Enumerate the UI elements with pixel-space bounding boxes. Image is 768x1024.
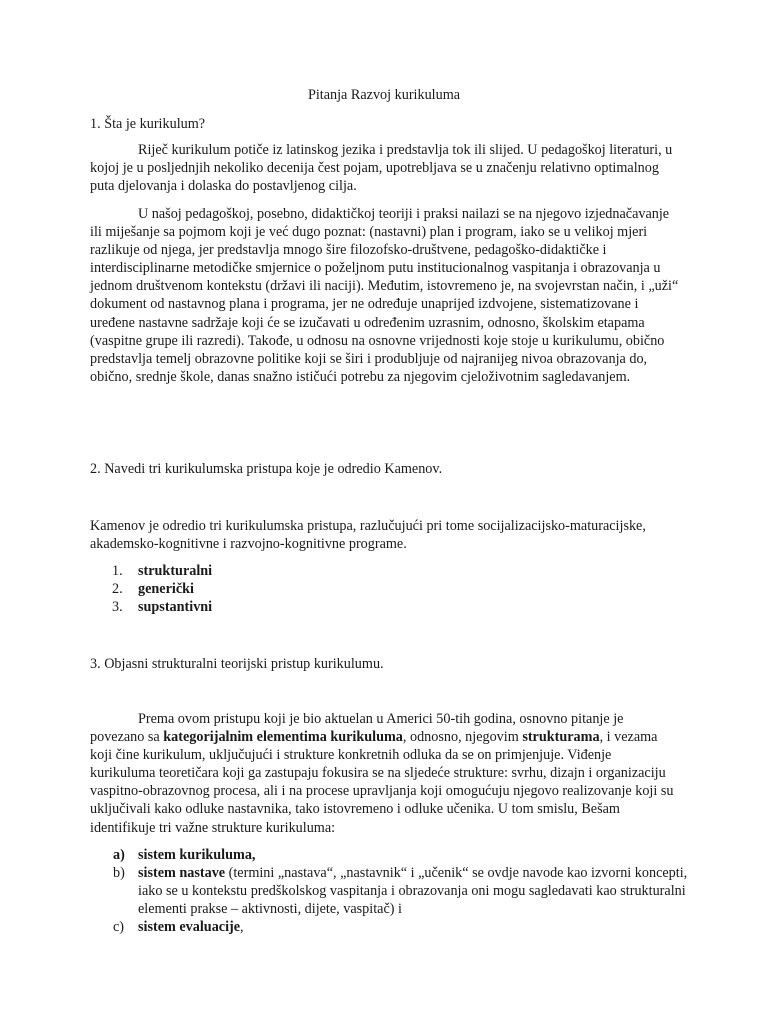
bold-term: sistem kurikuluma, xyxy=(138,847,256,863)
list-label: b) xyxy=(113,865,125,882)
list-label: c) xyxy=(113,919,125,936)
list-item xyxy=(113,846,693,864)
list-text: strukturalni xyxy=(138,563,213,579)
question-2-heading: 2. Navedi tri kurikulumska pristupa koje je odredio Kamenov. xyxy=(90,461,443,477)
question-1-paragraph-1: Riječ kurikulum potiče iz latinskog jezika i predstavlja tok ili slijed. U pedagoškoj literaturi, u kojoj je u posljednjih nekoliko decenija čest pojam, upotrebljava se u značenju relativno optimalnog puta djelovanja i dolaska do postavljenog cilja. xyxy=(90,142,673,195)
structures-list xyxy=(113,846,693,936)
page-title: Pitanja Razvoj kurikuluma xyxy=(307,87,461,103)
question-3-heading: 3. Objasni strukturalni teorijski pristup kurikulumu. xyxy=(90,656,384,672)
bold-term: kategorijalnim elementima kurikuluma xyxy=(163,729,403,746)
list-text: generički xyxy=(138,581,194,598)
list-item xyxy=(112,598,692,616)
bold-term: sistem evaluacije xyxy=(138,919,241,936)
list-item xyxy=(112,562,692,580)
list-text: supstantivni xyxy=(138,599,213,616)
list-number: 1. xyxy=(112,563,123,579)
paragraph-text: , odnosno, njegovim xyxy=(402,729,523,746)
question-1-heading: 1. Šta je kurikulum? xyxy=(90,116,206,132)
paragraph-text: Prema ovom pristupu koji je bio aktuelan u Americi 50-tih godina, osnovno pitanje je povezano sa xyxy=(90,711,624,746)
question-3-paragraph xyxy=(90,710,680,837)
question-2-paragraph: Kamenov je odredio tri kurikulumska pristupa, razlučujući pri tome socijalizacijsko-maturacijske, akademsko-kognitivne i razvojno-kognitivne programe. xyxy=(90,518,646,553)
list-item xyxy=(113,918,693,936)
bold-term: strukturama xyxy=(522,729,600,746)
list-number: 3. xyxy=(112,599,123,616)
list-item xyxy=(113,864,693,918)
list-label: a) xyxy=(113,847,125,863)
bold-term: sistem nastave xyxy=(138,865,226,882)
approaches-list xyxy=(112,562,692,616)
paragraph-text: , i vezama koji čine kurikulum, uključujući i strukture konkretnih odluka da se on primjenjuje. Viđenje kurikuluma teoretičara koji ga zastupaju fokusira se na sljedeće strukture: svrhu, dizajn i organizaciju vaspitno-obrazovnog procesa, ali i na procese upravljanja koji omogućuju njegovo realizovanje koji su uključivali kako odluke nastavnika, tako istovremeno i odluke učenika. U tom smislu, Bešam identifikuje tri važne strukture kurikuluma: xyxy=(90,729,674,836)
list-number: 2. xyxy=(112,581,123,598)
list-text: , xyxy=(240,919,244,936)
list-item xyxy=(112,580,692,598)
question-1-paragraph-2: U našoj pedagoškoj, posebno, didaktičkoj teoriji i praksi nailazi se na njegovo izjednačavanje ili miješanje sa pojmom koji je već dugo poznat: (nastavni) plan i program, iako se u velikoj mjeri razlikuje od njega, jer predstavlja mnogo šire filozofsko-društvene, pedagoško-didaktičke i interdisciplinarne metodičke smjernice o poželjnom putu institucionalnog vaspitanja i obrazovanja u jednom društvenom kontekstu (državi ili naciji). Međutim, istovremeno je, na svojevrstan način, i „uži“ dokument od nastavnog plana i programa, jer ne određuje unaprijed izdvojene, sistematizovane i uređene nastavne sadržaje koji će se izučavati u određenim uzrasnim, odnosno, školskim etapama (vaspitne grupe ili razredi). Takođe, u odnosu na osnovne vrijednosti koje stoje u kurikulumu, obično predstavlja temelj obrazovne politike koji se širi i produbljuje od najranijeg nivoa obrazovanja do, obično, srednje škole, danas snažno ističući potrebu za njegovim cjeloživotnim sagledavanjem. xyxy=(90,206,679,385)
list-text: (termini „nastava“, „nastavnik“ i „učenik“ se ovdje navode kao izvorni koncepti, iako se u kontekstu predškolskog vaspitanja i obrazovanja oni mogu sagledavati kao strukturalni elementi prakse – aktivnosti, dijete, vaspitač) i xyxy=(138,865,688,918)
